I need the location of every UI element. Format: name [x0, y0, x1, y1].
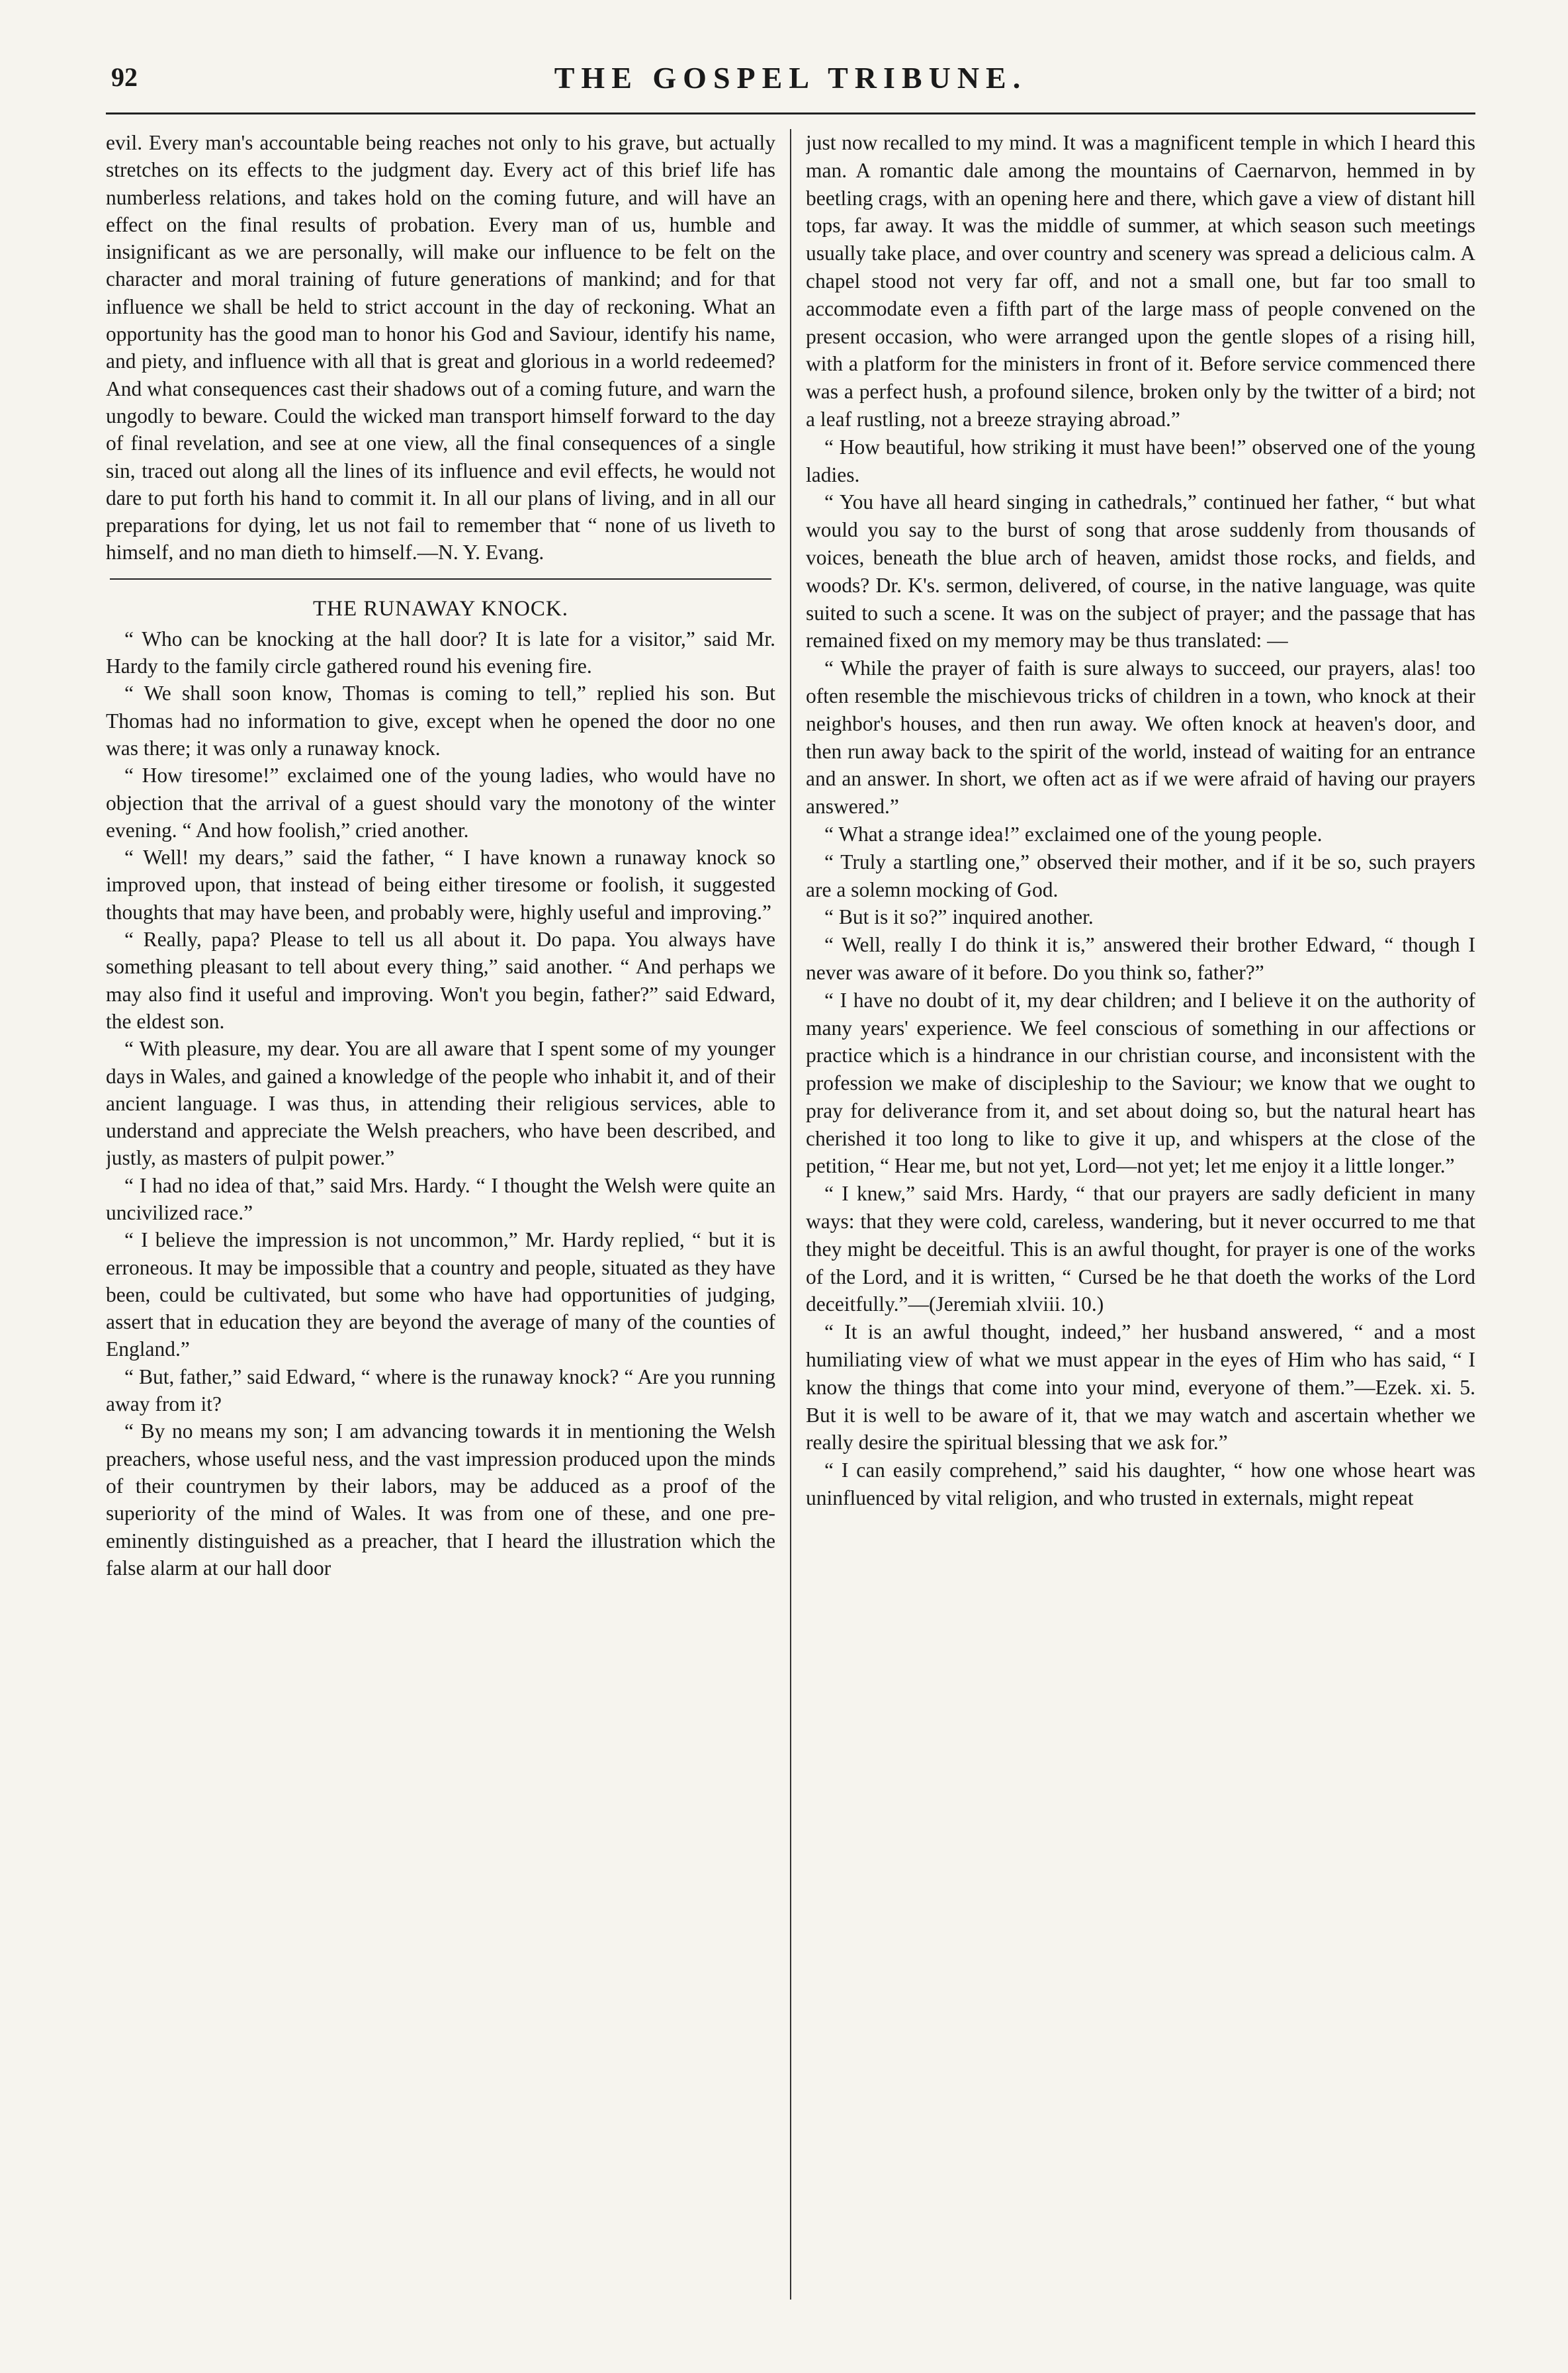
article-paragraph: “ How tiresome!” exclaimed one of the young ladies, who would have no objection that the arrival of a guest should vary the monotony of the winter evening. “ And how foolish,” cried another.: [106, 764, 775, 842]
newspaper-page: [106, 50, 1475, 2319]
publication-title: THE GOSPEL TRIBUNE.: [554, 61, 1027, 95]
article-paragraph: just now recalled to my mind. It was a magnificent temple in which I heard this man. A romantic dale among the mountains of Caernarvon, hemmed in by beetling crags, with an opening here and there, which gave a view of distant hill tops, far away. It was the middle of summer, at which season such meetings usually take place, and over country and scenery was spread a delicious calm. A chapel stood not very far off, and not a small one, but far too small to accommodate even a fifth part of the large mass of people convened on the present occasion, who were arranged upon the gentle slopes of a rising hill, with a platform for the ministers in front of it. Before service commenced there was a perfect hush, a profound silence, broken only by the twitter of a bird; not a leaf rustling, not a breeze straying abroad.”: [806, 131, 1475, 431]
right-column: [806, 129, 1475, 2313]
article-paragraph: “ Truly a startling one,” observed their mother, and if it be so, such prayers are a solemn mocking of God.: [806, 850, 1475, 901]
article-paragraph: “ But, father,” said Edward, “ where is the runaway knock? “ Are you running away from it?: [106, 1365, 775, 1416]
article-paragraph: “ With pleasure, my dear. You are all aware that I spent some of my younger days in Wales, and gained a knowledge of the people who inhabit it, and of their ancient language. I was thus, in attending their religious services, able to understand and appreciate the Welsh preachers, who have been described, and justly, as masters of pulpit power.”: [106, 1037, 775, 1170]
article-paragraph: “ I knew,” said Mrs. Hardy, “ that our prayers are sadly deficient in many ways: that they were cold, careless, wandering, but it never occurred to me that they might be deceitful. This is an awful thought, for prayer is one of the works of the Lord, and it is written, “ Cursed be he that doeth the works of the Lord deceitfully.”—(Jeremiah xlviii. 10.): [806, 1182, 1475, 1316]
article-paragraph: “ I can easily comprehend,” said his daughter, “ how one whose heart was uninfluenced by vital religion, and who trusted in externals, might repeat: [806, 1458, 1475, 1510]
text-columns: [106, 129, 1475, 2313]
column-divider: [790, 129, 791, 2300]
article-paragraph: “ Really, papa? Please to tell us all about it. Do papa. You always have something pleasant to tell about every thing,” said another. “ And perhaps we may also find it useful and improving. Won't you begin, father?” said Edward, the eldest son.: [106, 928, 775, 1033]
page-header: [106, 50, 1475, 114]
article-paragraph: “ I have no doubt of it, my dear children; and I believe it on the authority of many years' experience. We feel conscious of something in our affections or practice which is a hindrance in our christian course, and inconsistent with the profession we make of discipleship to the Saviour; we know that we ought to pray for deliverance from it, and set about doing so, but the natural heart has cherished it too long to like to give it up, and whispers at the close of the petition, “ Hear me, but not yet, Lord—not yet; let me enjoy it a little longer.”: [806, 988, 1475, 1178]
article-paragraph: “ Well! my dears,” said the father, “ I have known a runaway knock so improved upon, that instead of being either tiresome or foolish, it suggested thoughts that may have been, and probably were, highly useful and improving.”: [106, 846, 775, 924]
article-paragraph: “ What a strange idea!” exclaimed one of the young people.: [824, 822, 1323, 846]
article-paragraph: “ Well, really I do think it is,” answered their brother Edward, “ though I never was aware of it before. Do you think so, father?”: [806, 933, 1475, 984]
article-paragraph: “ By no means my son; I am advancing towards it in mentioning the Welsh preachers, whose useful ness, and the vast impression produced upon the minds of their countrymen by their labors, may be adduced as a proof of the superiority of the mind of Wales. It was from one of these, and one pre-eminently distinguished as a preacher, that I heard the illustration which the false alarm at our hall door: [106, 1419, 775, 1580]
left-column: [106, 129, 775, 2313]
continued-article-text: evil. Every man's accountable being reaches not only to his grave, but actually stretches on its effects to the judgment day. Every act of this brief life has numberless relations, and takes hold on the coming future, and will have an effect on the final results of probation. Every man of us, humble and insignificant as we are personally, will make our influence to be felt on the character and moral training of future generations of mankind; and for that influence we shall be held to strict account in the day of reckoning. What an opportunity has the good man to honor his God and Saviour, identify his name, and piety, and influence with all that is great and glorious in a world redeemed? And what consequences cast their shadows out of a coming future, and warn the ungodly to beware. Could the wicked man transport himself forward to the day of final revelation, and see at one view, all the final consequences of a single sin, traced out along all the lines of its influence and evil effects, he would not dare to put forth his hand to commit it. In all our plans of living, and in all our preparations for dying, let us not fail to remember that “ none of us liveth to himself, and no man dieth to himself.—N. Y. Evang.: [106, 131, 775, 564]
article-paragraph: “ You have all heard singing in cathedrals,” continued her father, “ but what would you say to the burst of song that arose suddenly from thousands of voices, beneath the blue arch of heaven, amidst those rocks, and fields, and woods? Dr. K's. sermon, delivered, of course, in the native language, was quite suited to such a scene. It was on the subject of prayer; and the passage that has remained fixed on my memory may be thus translated: —: [806, 490, 1475, 652]
page-number: 92: [111, 62, 138, 92]
article-paragraph: “ Who can be knocking at the hall door? It is late for a visitor,” said Mr. Hardy to the family circle gathered round his evening fire.: [106, 627, 775, 678]
article-paragraph: “ We shall soon know, Thomas is coming to tell,” replied his son. But Thomas had no information to give, except when he opened the door no one was there; it was only a runaway knock.: [106, 682, 775, 760]
article-paragraph: “ I believe the impression is not uncommon,” Mr. Hardy replied, “ but it is erroneous. It may be impossible that a country and people, situated as they have been, could be cultivated, but some who have had opportunities of judging, assert that in education they are beyond the average of many of the counties of England.”: [106, 1228, 775, 1361]
article-title: THE RUNAWAY KNOCK.: [313, 596, 568, 621]
article-paragraph: “ How beautiful, how striking it must have been!” observed one of the young ladies.: [806, 435, 1475, 486]
article-paragraph: “ While the prayer of faith is sure always to succeed, our prayers, alas! too often resemble the mischievous tricks of children in a town, who knock at their neighbor's houses, and then run away. We often knock at heaven's door, and then run away back to the spirit of the world, instead of waiting for an entrance and an answer. In short, we often act as if we were afraid of having our prayers answered.”: [806, 656, 1475, 819]
section-divider: [110, 578, 771, 580]
article-paragraph: “ I had no idea of that,” said Mrs. Hardy. “ I thought the Welsh were quite an uncivilized race.”: [106, 1173, 775, 1224]
article-paragraph: “ But is it so?” inquired another.: [824, 905, 1094, 929]
article-paragraph: “ It is an awful thought, indeed,” her husband answered, “ and a most humiliating view of what we must appear in the eyes of Him who has said, “ I know the things that come into your mind, everyone of them.”—Ezek. xi. 5. But it is well to be aware of it, that we may watch and ascertain whether we really desire the spiritual blessing that we ask for.”: [806, 1320, 1475, 1455]
